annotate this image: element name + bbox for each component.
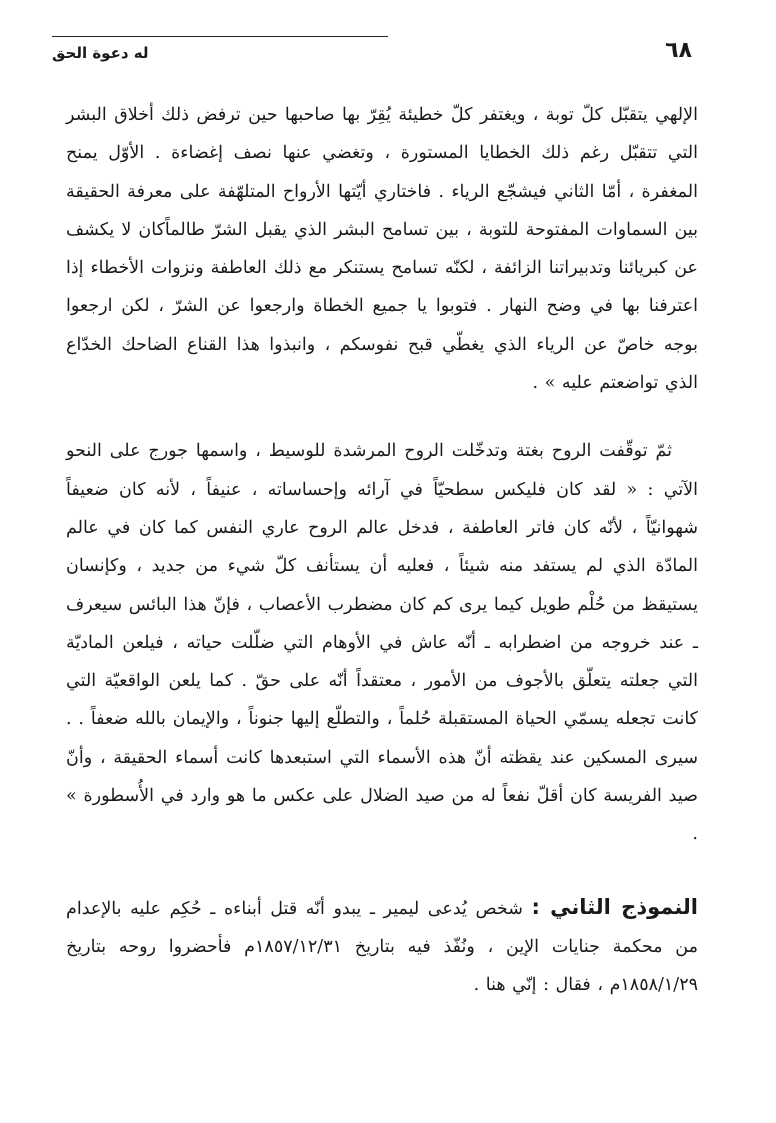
paragraph-1: الإلهي يتقبّل كلّ توبة ، ويغتفر كلّ خطيئة يُقِرّ بها صاحبها حين ترفض ذلك أخلاق البشر التي تتقبّل رغم ذلك الخطايا المستورة ، وتغضي عنها نصف إغضاءة . الأوّل يمنح المغفرة ، أمّا الثاني فيشجّع الرياء . فاختاري أيّتها الأرواح المتلهّفة على معرفة الحقيقة بين السماوات المفتوحة للتوبة ، بين تسامح البشر الذي يقبل الشرّ طالماًكان لا يكشف عن كبريائنا وتدبيراتنا الزائفة ، لكنّه تسامح يستنكر مع ذلك العاطفة ونزوات الأخطاء إذا اعترفنا بها في وضح النهار . فتوبوا يا جميع الخطاة وارجعوا عن الشرّ ، لكن ارجعوا بوجه خاصّ عن الرياء الذي يغطّي قبح نفوسكم ، وانبذوا هذا القناع الضاحك الخدّاع الذي تواضعتم عليه » . (66, 105, 698, 394)
paragraph-2: ثمّ توقّفت الروح بغتة وتدخّلت الروح المرشدة للوسيط ، واسمها جورج على النحو الآتي : « لقد كان فليكس سطحيّاً في آرائه وإحساساته ، عنيفاً ، لأنه كان ضعيفاً شهوانيّاً ، لأنّه كان فاتر العاطفة ، فدخل عالم الروح عاري النفس كما كان في عالم المادّة الذي لم يستفد منه شيئاً ، فعليه أن يستأنف كلّ شيء من جديد ، وكإنسان يستيقظ من حُلْم طويل كيما يرى كم كان مضطرب الأعصاب ، فإنّ هذا البائس سيعرف ـ عند خروجه من اضطرابه ـ أنّه عاش في الأوهام التي ضلّلت حياته ، فيلعن الماديّة التي جعلته يتعلّق بالأجوف من الأمور ، معتقداً أنّه على حقّ . كما يلعن الواقعيّة التي كانت تجعله يسمّي الحياة المستقبلة حُلماً ، والتطلّع إليها جنوناً ، والإيمان بالله ضعفاً . . سيرى المسكين عند يقظته أنّ هذه الأسماء التي استبعدها كانت أسماء الحقيقة ، وأنّ صيد الفريسة كان أقلّ نفعاً له من صيد الضلال على عكس ما هو وارد في الأُسطورة » . (66, 441, 698, 845)
header-rule (52, 36, 388, 37)
paragraph-gap (66, 854, 698, 888)
model-two-label: النموذج الثاني : (531, 894, 698, 919)
page-body (66, 96, 698, 1005)
paragraph-gap (66, 402, 698, 432)
model-two-text: شخص يُدعى ليمير ـ يبدو أنّه قتل أبناءه ـ حُكِم عليه بالإعدام من محكمة جنايات الإين ، ونُفّذ فيه بتاريخ ١٨٥٧/١٢/٣١م فأحضروا روحه بتاريخ ١٨٥٨/١/٢٩م ، فقال : إنّي هنا . (66, 898, 698, 996)
paragraph-3 (66, 888, 698, 1005)
page-number: ٦٨ (665, 38, 692, 63)
running-title: له دعوة الحق (52, 44, 149, 62)
page-header (52, 34, 698, 74)
